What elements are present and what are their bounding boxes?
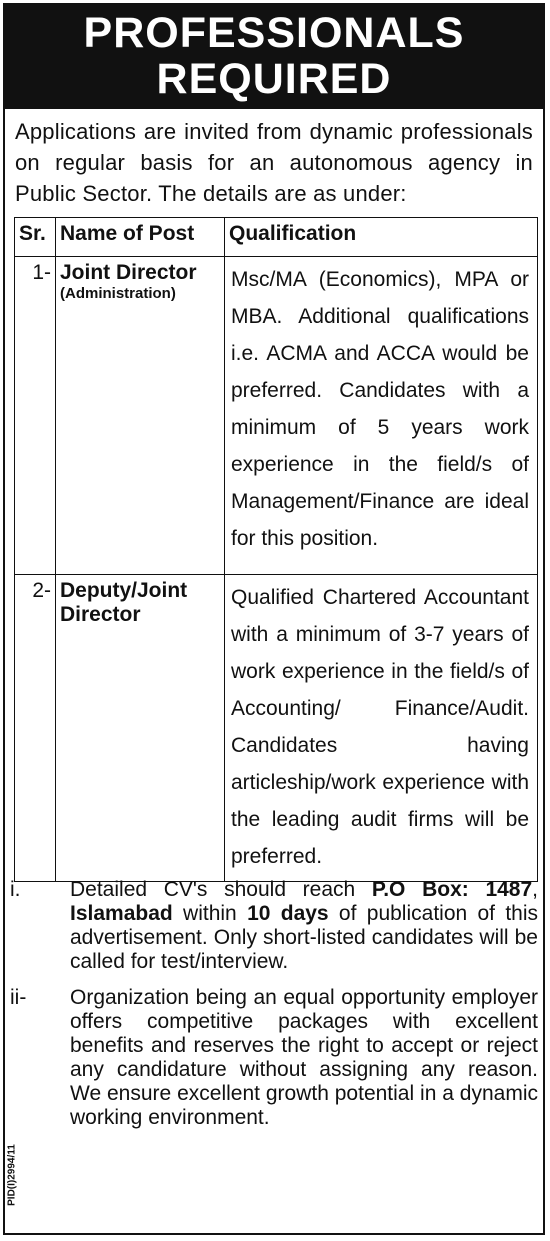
- note-text: ,: [532, 878, 538, 901]
- post-subtitle: (Administration): [60, 285, 176, 302]
- note-number: ii-: [10, 986, 27, 1009]
- column-header-qualification: Qualification: [225, 218, 538, 257]
- row-qualification: Msc/MA (Economics), MPA or MBA. Additional qualifications i.e. ACMA and ACCA would be preferred. Candidates with a minimum of 5 years work experience in the field/s of Management/Finance are ideal for this position.: [225, 257, 538, 575]
- note-text: of publication of this advertisement. Only short-listed candidates will be called for test/interview.: [70, 902, 539, 973]
- posts-table: [14, 217, 538, 882]
- note-text: Organization being an equal opportunity employer offers competitive packages with excellent benefits and reserves the right to accept or reject any candidature without assigning any reason. We ensure excellent growth potential in a dynamic working environment.: [70, 986, 538, 1129]
- pid-text: PID(I)2994/11: [6, 1144, 18, 1206]
- post-title: Joint Director: [60, 261, 197, 284]
- row-post: [56, 575, 225, 882]
- note-text: Detailed CV's should reach: [70, 878, 372, 901]
- header-line-1: PROFESSIONALS: [83, 9, 465, 57]
- column-header-sr: Sr.: [15, 218, 56, 257]
- header-line-2: REQUIRED: [156, 55, 392, 103]
- note-text: within: [172, 902, 248, 925]
- row-post: [56, 257, 225, 575]
- column-header-post: Name of Post: [56, 218, 225, 257]
- po-box: P.O Box: 1487: [371, 878, 533, 901]
- table-row: [15, 257, 538, 575]
- table-header-row: [15, 218, 538, 257]
- row-qualification: Qualified Chartered Accountant with a minimum of 3-7 years of work experience in the field/s of Accounting/ Finance/Audit. Candidates having articleship/work experience with the leading audit firms will be preferred.: [225, 575, 538, 882]
- pid-code: [5, 1130, 19, 1220]
- ad-header: [5, 5, 543, 109]
- row-sr: 2-: [15, 575, 56, 882]
- row-sr: 1-: [15, 257, 56, 575]
- table-row: [15, 575, 538, 882]
- notes-list: [0, 878, 550, 1130]
- note-number: i.: [10, 878, 21, 901]
- post-title: Deputy/Joint Director: [60, 579, 188, 626]
- list-item: [0, 986, 550, 1130]
- city: Islamabad: [70, 902, 173, 925]
- list-item: [0, 878, 550, 974]
- deadline: 10 days: [247, 902, 329, 925]
- intro-paragraph: Applications are invited from dynamic professionals on regular basis for an autonomous agency in Public Sector. The details are as under:: [15, 119, 533, 206]
